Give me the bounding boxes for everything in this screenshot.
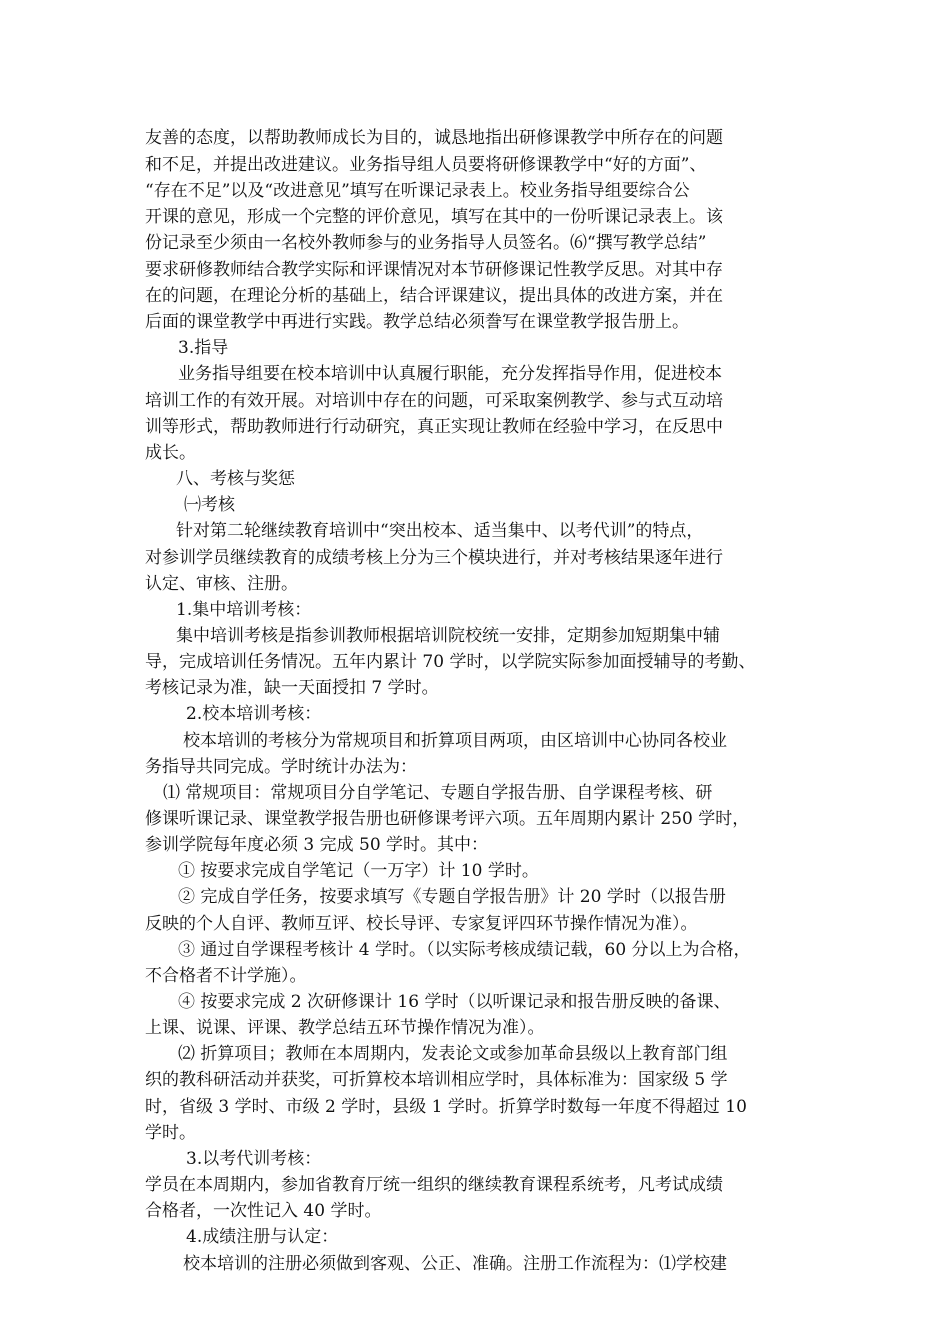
text-line: 务指导共同完成。学时统计办法为：	[145, 757, 417, 777]
section-heading: 2.校本培训考核：	[186, 704, 322, 724]
text-line: 学员在本周期内，参加省教育厅统一组织的继续教育课程系统考，凡考试成绩	[145, 1175, 723, 1195]
text-line: 上课、说课、评课、教学总结五环节操作情况为准）。	[145, 1018, 545, 1038]
text-line: 业务指导组要在校本培训中认真履行职能，充分发挥指导作用，促进校本	[178, 364, 722, 384]
section-heading: 3.指导	[178, 338, 229, 358]
text-line: 认定、审核、注册。	[145, 574, 298, 594]
text-line: 针对第二轮继续教育培训中“突出校本、适当集中、以考代训”的特点，	[176, 521, 704, 541]
text-line: 反映的个人自评、教师互评、校长导评、专家复评四环节操作情况为准）。	[145, 914, 698, 934]
text-line: 织的教科研活动并获奖，可折算校本培训相应学时，具体标准为：国家级 5 学	[145, 1070, 728, 1090]
text-line: ① 按要求完成自学笔记（一万字）计 10 学时。	[178, 861, 539, 881]
text-line: 友善的态度，以帮助教师成长为目的，诚恳地指出研修课教学中所存在的问题	[145, 128, 723, 148]
text-line: 导，完成培训任务情况。五年内累计 70 学时，以学院实际参加面授辅导的考勤、	[145, 652, 756, 672]
text-line: 要求研修教师结合教学实际和评课情况对本节研修课记性教学反思。对其中存	[145, 260, 723, 280]
text-line: 合格者，一次性记入 40 学时。	[145, 1201, 382, 1221]
text-line: 训等形式，帮助教师进行行动研究，真正实现让教师在经验中学习，在反思中	[145, 417, 723, 437]
text-line: 在的问题，在理论分析的基础上，结合评课建议，提出具体的改进方案，并在	[145, 286, 723, 306]
text-line: 培训工作的有效开展。对培训中存在的问题，可采取案例教学、参与式互动培	[145, 391, 723, 411]
text-line: “存在不足”以及“改进意见”填写在听课记录表上。校业务指导组要综合公	[145, 181, 690, 201]
text-line: 份记录至少须由一名校外教师参与的业务指导人员签名。⑹“撰写教学总结”	[145, 233, 707, 253]
text-line: 修课听课记录、课堂教学报告册也研修课考评六项。五年周期内累计 250 学时，	[145, 809, 750, 829]
section-heading: 3.以考代训考核：	[186, 1149, 322, 1169]
section-heading: 1.集中培训考核：	[176, 600, 312, 620]
text-line: ⑴ 常规项目：常规项目分自学笔记、专题自学报告册、自学课程考核、研	[163, 783, 713, 803]
text-line: 不合格者不计学施）。	[145, 966, 307, 986]
text-line: 对参训学员继续教育的成绩考核上分为三个模块进行，并对考核结果逐年进行	[145, 548, 723, 568]
text-line: 时，省级 3 学时、市级 2 学时，县级 1 学时。折算学时数每一年度不得超过 10	[145, 1097, 747, 1117]
text-line: ⑵ 折算项目；教师在本周期内，发表论文或参加革命县级以上教育部门组	[178, 1044, 728, 1064]
text-line: ② 完成自学任务，按要求填写《专题自学报告册》计 20 学时（以报告册	[178, 887, 726, 907]
text-line: 成长。	[145, 443, 196, 463]
text-line: 和不足，并提出改进建议。业务指导组人员要将研修课教学中“好的方面”、	[145, 155, 707, 175]
text-line: ③ 通过自学课程考核计 4 学时。（以实际考核成绩记载，60 分以上为合格，	[178, 940, 751, 960]
text-line: 校本培训的考核分为常规项目和折算项目两项，由区培训中心协同各校业	[183, 731, 727, 751]
text-line: ④ 按要求完成 2 次研修课计 16 学时（以听课记录和报告册反映的备课、	[178, 992, 731, 1012]
text-line: 开课的意见，形成一个完整的评价意见，填写在其中的一份听课记录表上。该	[145, 207, 723, 227]
section-heading: ㈠考核	[184, 495, 235, 515]
text-line: 校本培训的注册必须做到客观、公正、准确。注册工作流程为：⑴学校建	[183, 1254, 727, 1274]
section-heading: 八、考核与奖惩	[176, 469, 295, 489]
text-line: 参训学院每年度必须 3 完成 50 学时。其中：	[145, 835, 489, 855]
section-heading: 4.成绩注册与认定：	[186, 1227, 339, 1247]
text-line: 学时。	[145, 1123, 196, 1143]
text-line: 考核记录为准，缺一天面授扣 7 学时。	[145, 678, 439, 698]
text-line: 后面的课堂教学中再进行实践。教学总结必须誊写在课堂教学报告册上。	[145, 312, 689, 332]
text-line: 集中培训考核是指参训教师根据培训院校统一安排，定期参加短期集中辅	[176, 626, 720, 646]
